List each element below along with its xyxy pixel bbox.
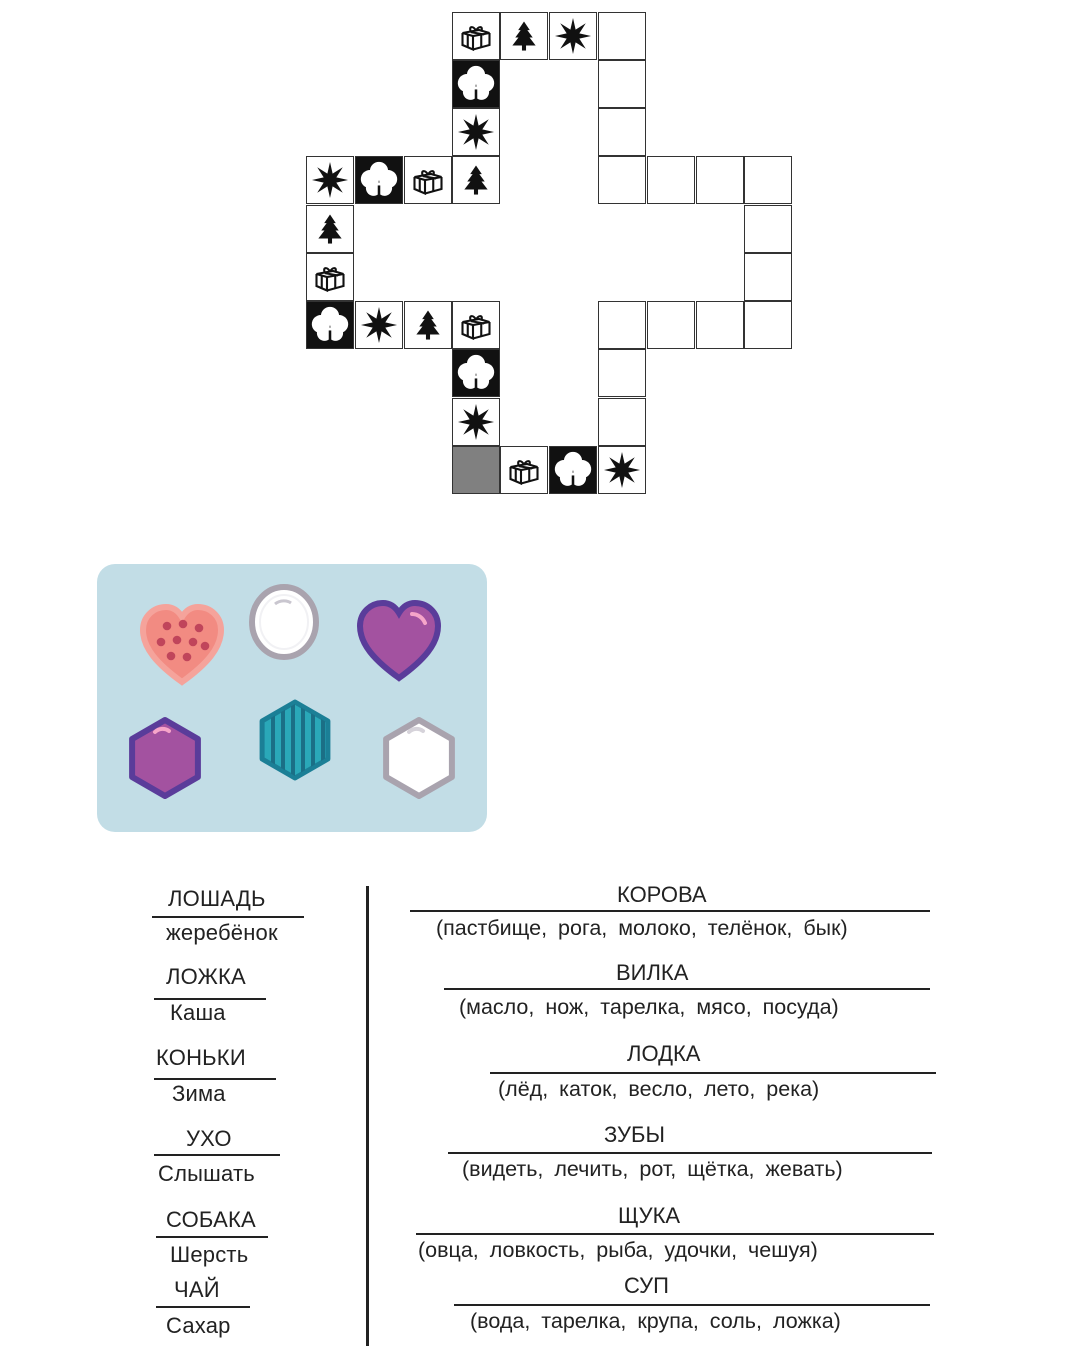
grid-cell-empty: [696, 301, 744, 349]
left-word-top: СОБАКА: [166, 1207, 256, 1232]
grid-cell-gift: [452, 301, 500, 349]
right-choices: (пастбище, рога, молоко, телёнок, бык): [436, 916, 848, 940]
left-word-top: ЧАЙ: [174, 1277, 220, 1302]
right-word: СУП: [624, 1273, 669, 1298]
grid-cell-empty: [598, 108, 646, 156]
grid-cell-tree: [306, 205, 354, 253]
right-underline: [454, 1304, 930, 1306]
grid-cell-clover: [452, 60, 500, 108]
left-underline: [156, 1306, 250, 1308]
right-underline: [444, 988, 930, 990]
left-word-bottom: Слышать: [158, 1161, 255, 1186]
grid-cell-clover: [306, 301, 354, 349]
right-underline: [490, 1072, 936, 1074]
candy-hexagon: [123, 714, 207, 807]
grid-cell-shaded: [452, 446, 500, 494]
left-underline: [156, 1236, 268, 1238]
grid-cell-star: [598, 446, 646, 494]
left-underline: [154, 1078, 276, 1080]
grid-cell-empty: [744, 253, 792, 301]
grid-cell-empty: [598, 60, 646, 108]
table-divider: [366, 886, 369, 1346]
pattern-grid-puzzle: [0, 0, 1076, 520]
grid-cell-empty: [647, 156, 695, 204]
left-word-top: КОНЬКИ: [156, 1045, 246, 1070]
right-choices: (масло, нож, тарелка, мясо, посуда): [459, 995, 839, 1019]
grid-cell-empty: [598, 301, 646, 349]
grid-cell-empty: [598, 156, 646, 204]
right-word: КОРОВА: [617, 882, 707, 907]
grid-cell-star: [549, 12, 597, 60]
left-word-bottom: Зима: [172, 1081, 226, 1106]
left-underline: [152, 916, 304, 918]
left-word-top: ЛОЖКА: [166, 964, 246, 989]
right-underline: [416, 1233, 934, 1235]
candy-heart: [355, 598, 443, 689]
grid-cell-empty: [598, 12, 646, 60]
grid-cell-star: [355, 301, 403, 349]
grid-cell-star: [306, 156, 354, 204]
right-word: ЛОДКА: [627, 1041, 701, 1066]
grid-cell-clover: [355, 156, 403, 204]
left-word-bottom: Шерсть: [170, 1242, 249, 1267]
grid-cell-gift: [404, 156, 452, 204]
right-choices: (вода, тарелка, крупа, соль, ложка): [470, 1309, 841, 1333]
grid-cell-empty: [744, 156, 792, 204]
left-word-bottom: жеребёнок: [166, 920, 278, 945]
candy-box: [97, 564, 487, 832]
grid-cell-star: [452, 398, 500, 446]
candy-round: [247, 582, 321, 667]
grid-cell-empty: [744, 301, 792, 349]
right-underline: [448, 1152, 932, 1154]
grid-cell-gift: [306, 253, 354, 301]
right-word: ЗУБЫ: [604, 1122, 665, 1147]
right-choices: (лёд, каток, весло, лето, река): [498, 1077, 820, 1101]
grid-cell-clover: [549, 446, 597, 494]
grid-cell-tree: [404, 301, 452, 349]
grid-cell-gift: [452, 12, 500, 60]
right-underline: [410, 910, 930, 912]
candy-hexagon: [377, 714, 461, 807]
grid-cell-tree: [500, 12, 548, 60]
left-underline: [154, 1154, 280, 1156]
right-choices: (овца, ловкость, рыба, удочки, чешуя): [418, 1238, 818, 1262]
candy-hexagon-striped: [253, 696, 337, 789]
grid-cell-empty: [598, 398, 646, 446]
left-word-top: УХО: [186, 1126, 232, 1151]
grid-cell-tree: [452, 156, 500, 204]
right-word: ВИЛКА: [616, 960, 689, 985]
grid-cell-empty: [647, 301, 695, 349]
grid-cell-gift: [500, 446, 548, 494]
word-analogy-table: [0, 860, 1076, 1346]
right-word: ЩУКА: [618, 1203, 681, 1228]
candy-heart-dotted: [137, 602, 227, 693]
grid-cell-empty: [744, 205, 792, 253]
left-word-top: ЛОШАДЬ: [168, 886, 266, 911]
grid-cell-star: [452, 108, 500, 156]
grid-cell-empty: [598, 349, 646, 397]
right-choices: (видеть, лечить, рот, щётка, жевать): [462, 1157, 843, 1181]
left-word-bottom: Сахар: [166, 1313, 231, 1338]
grid-cell-clover: [452, 349, 500, 397]
grid-cell-empty: [696, 156, 744, 204]
left-word-bottom: Каша: [170, 1000, 226, 1025]
